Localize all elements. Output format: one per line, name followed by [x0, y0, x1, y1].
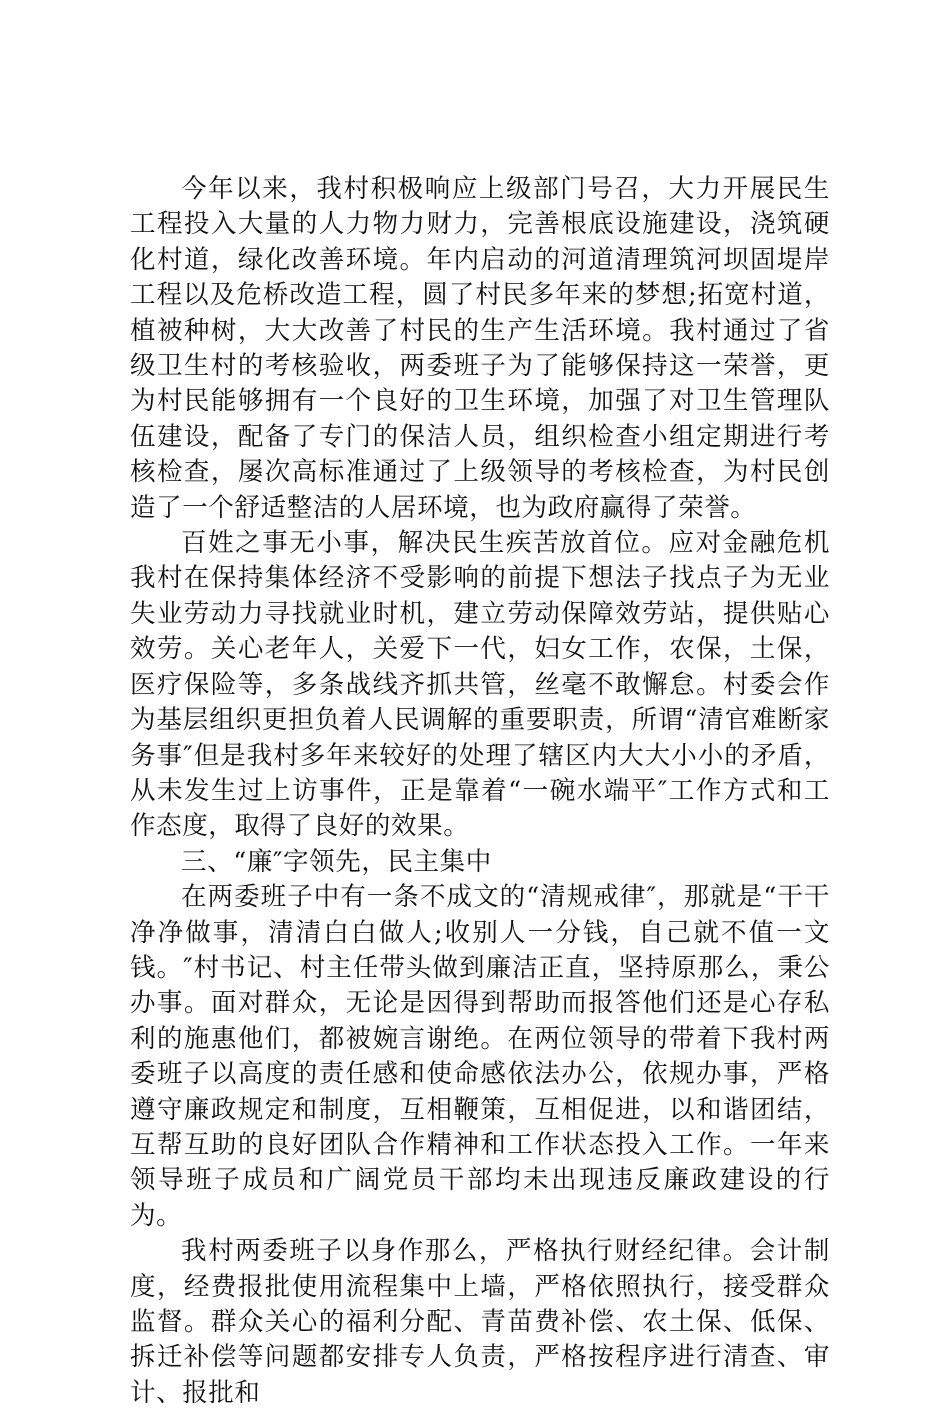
document-body	[130, 172, 830, 1411]
paragraph-livelihood: 百姓之事无小事，解决民生疾苦放首位。应对金融危机我村在保持集体经济不受影响的前提下想法子找点子为无业失业劳动力寻找就业时机，建立劳动保障效劳站，提供贴心效劳。关心老年人，关爱下一代，妇女工作，农保，土保，医疗保险等，多条战线齐抓共管，丝毫不敢懈怠。村委会作为基层组织更担负着人民调解的重要职责，所谓“清官难断家务事″但是我村多年来较好的处理了辖区内大大小小的矛盾，从未发生过上访事件，正是靠着“一碗水端平″工作方式和工作态度，取得了良好的效果。	[130, 528, 830, 842]
section-heading-integrity: 三、“廉″字领先，民主集中	[181, 846, 492, 877]
paragraph-integrity-rules: 在两委班子中有一条不成文的“清规戒律″，那就是“干干净净做事，清清白白做人;收别人一分钱，自己就不值一文钱。″村书记、村主任带头做到廉洁正直，坚持原那么，秉公办事。面对群众，无论是因得到帮助而报答他们还是心存私利的施惠他们，都被婉言谢绝。在两位领导的带着下我村两委班子以高度的责任感和使命感依法办公，依规办事，严格遵守廉政规定和制度，互相鞭策，互相促进，以和谐团结，互帮互助的良好团队合作精神和工作状态投入工作。一年来领导班子成员和广阔党员干部均未出现违反廉政建设的行为。	[130, 882, 830, 1231]
paragraph-sanitation: 今年以来，我村积极响应上级部门号召，大力开展民生工程投入大量的人力物力财力，完善根底设施建设，浇筑硬化村道，绿化改善环境。年内启动的河道清理筑河坝固堤岸工程以及危桥改造工程，圆了村民多年来的梦想;拓宽村道，植被种树，大大改善了村民的生产生活环境。我村通过了省级卫生村的考核验收，两委班子为了能够保持这一荣誉，更为村民能够拥有一个良好的卫生环境，加强了对卫生管理队伍建设，配备了专门的保洁人员，组织检查小组定期进行考核检查，屡次高标准通过了上级领导的考核检查，为村民创造了一个舒适整洁的人居环境，也为政府赢得了荣誉。	[130, 174, 830, 523]
paragraph-financial-discipline: 我村两委班子以身作那么，严格执行财经纪律。会计制度，经费报批使用流程集中上墙，严格依照执行，接受群众监督。群众关心的福利分配、青苗费补偿、农土保、低保、拆迁补偿等问题都安排专人负责，严格按程序进行清查、审计、报批和	[130, 1236, 830, 1408]
